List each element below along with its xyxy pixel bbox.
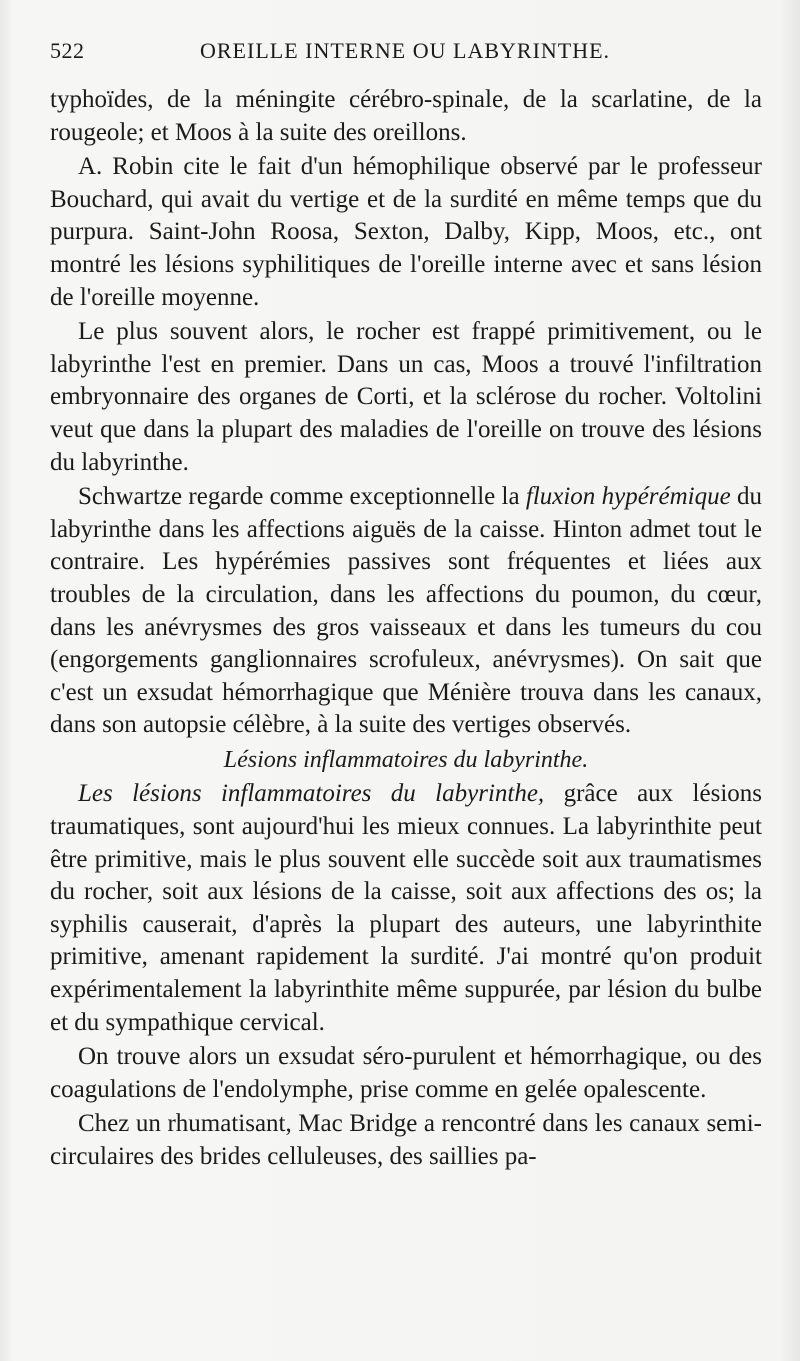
page-body (50, 84, 762, 1176)
paragraph: A. Robin cite le fait d'un hémophilique observé par le professeur Bouchard, qui avait du vertige et de la surdité en même temps que du purpura. Saint-John Roosa, Sexton, Dalby, Kipp, Moos, etc., ont montré les lésions syphilitiques de l'oreille interne avec et sans lésion de l'oreille moyenne. (50, 153, 762, 311)
paragraph: On trouve alors un exsudat séro-purulent et hémorrhagique, ou des coagulations de l'endolymphe, prise comme en gelée opalescente. (50, 1043, 762, 1103)
paragraph-text: grâce aux lésions traumatiques, sont aujourd'hui les mieux connues. La labyrinthite peut être primitive, mais le plus souvent elle succède soit aux traumatismes du rocher, soit aux lésions de la caisse, soit aux affections des os; la syphilis causerait, d'après la plupart des auteurs, une labyrinthite primitive, amenant rapidement la surdité. J'ai montré qu'on produit expérimentalement la labyrinthite même suppurée, par lésion du bulbe et du sympathique cervical. (50, 780, 762, 1036)
paragraph (50, 481, 762, 742)
page-header (50, 38, 748, 72)
paragraph-text: Schwartze regarde comme exceptionnelle la (78, 483, 526, 511)
paragraph: Le plus souvent alors, le rocher est frappé primitivement, ou le labyrinthe l'est en premier. Dans un cas, Moos a trouvé l'infiltration embryonnaire des organes de Corti, et la sclérose du rocher. Voltolini veut que dans la plupart des maladies de l'oreille on trouve des lésions du labyrinthe. (50, 318, 762, 476)
paragraph (50, 778, 762, 1039)
running-title: OREILLE INTERNE OU LABYRINTHE. (200, 38, 611, 63)
italic-term: fluxion hypérémique (525, 483, 731, 511)
paragraph-text: du labyrinthe dans les affections aiguës de la caisse. Hinton admet tout le contraire. Les hypérémies passives sont fréquentes et liées aux troubles de la circulation, dans les affections du poumon, du cœur, dans les anévrysmes des gros vaisseaux et dans les tumeurs du cou (engorgements ganglionnaires scrofuleux, anévrysmes). On sait que c'est un exsudat hémorrhagique que Ménière trouva dans les canaux, dans son autopsie célèbre, à la suite des vertiges observés. (50, 483, 763, 739)
paragraph: Chez un rhumatisant, Mac Bridge a rencontré dans les canaux semi-circulaires des brides celluleuses, des saillies pa- (50, 1110, 762, 1170)
section-heading: Lésions inflammatoires du labyrinthe. (223, 746, 589, 773)
italic-term: Les lésions inflammatoires du labyrinthe, (78, 780, 545, 808)
page-number: 522 (50, 38, 85, 63)
paragraph: typhoïdes, de la méningite cérébro-spinale, de la scarlatine, de la rougeole; et Moos à la suite des oreillons. (50, 86, 762, 146)
